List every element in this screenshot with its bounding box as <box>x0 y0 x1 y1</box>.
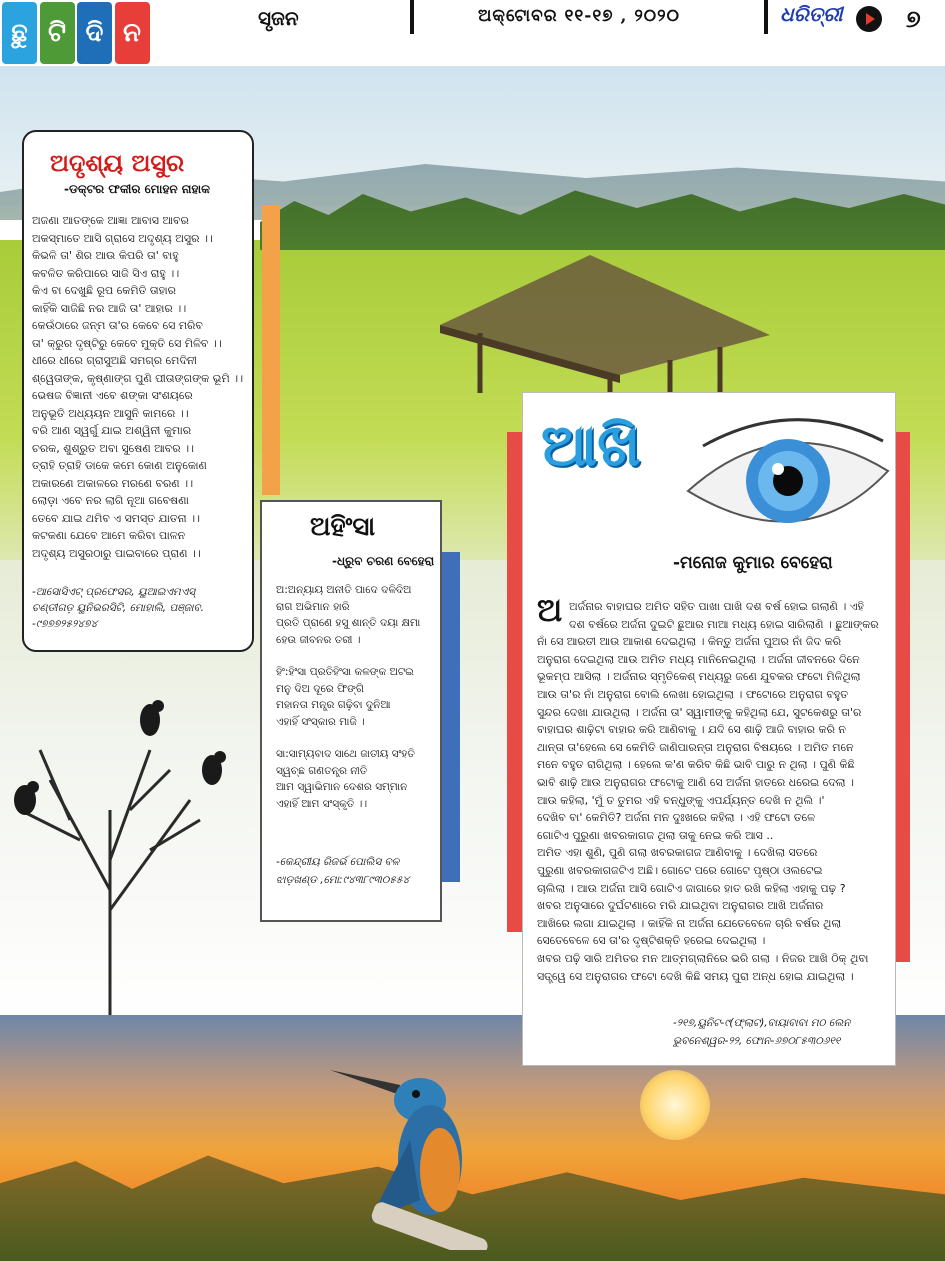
poem-line: ହେଉ ଜୀବନର ତରୀ । <box>276 633 361 646</box>
story-line: ଭାବି ଶାଢ଼ି ଆଉ ଅନୁରାଗର ଫଟୋକୁ ଆଣି ସେ ଅର୍ଜନା ହାତରେ ଧରେଇ ଦେଲା । <box>537 776 854 789</box>
poem-non-violence <box>260 500 442 922</box>
story-line: ଆଉ କହିଲା, 'ମୁଁ ତ ତୁମର ଏହି ବନ୍ଧୁଙ୍କୁ ଏପର୍ଯ୍ୟନ୍ତ ଦେଖି ନ ଥିଲି ।' <box>537 793 825 807</box>
poem-line: ଚରକ, ଶୁଶ୍ରୁତ ଅବା ସୁଷେଣ ଆବର ।। <box>32 441 195 455</box>
story-line: ନାଁ ସେ ଆରତୀ ଆଉ ଆକାଶ ଦେଇଥିଲା । କିନ୍ତୁ ଅର୍ଜନା ପୁଅର ନାଁ ଜିଦ କରି <box>537 635 842 649</box>
poem-line: ଧୀରେ ଧୀରେ ଗ୍ରାସୁଅଛି ସମଗ୍ର ମେଦିନୀ <box>32 354 197 367</box>
poem-footer-line: ଚଣ୍ଡୀଗଡ଼ ୟୁନିଭରସିଟି, ମୋହାଲି, ପଞ୍ଜାବ. <box>32 602 204 614</box>
poem-line: ମନୁ ଦିଅ ଦୂରେ ଫିଙ୍ଗି <box>276 682 364 695</box>
poem-footer-line: -କେନ୍ଦ୍ରୀୟ ରିଜର୍ଭ ପୋଲିସ ବଳ <box>276 856 400 868</box>
story-title: ଆଖି <box>541 411 641 479</box>
page-header <box>0 0 945 66</box>
orange-accent-bar <box>262 205 280 495</box>
sun <box>640 1070 710 1140</box>
story-line: ଗୋଟିଏ ପୁରୁଣା ଖବରକାଗଜ ଥିଲା ତାକୁ ନେଇ କରି ଆସ .. <box>537 828 774 842</box>
story-line: ଥାନ୍ତା ତା'ହେଲେ ସେ କେମିତି ଜାଣିପାରନ୍ତା ଅନୁରାଗ ବିଷୟରେ । ଅମିତ ମନେ <box>537 740 854 754</box>
poem-line: ବରି ଆଣ ସ୍ୱର୍ଗୁ ଯାଇ ଅଶ୍ୱିନୀ କୁମାର <box>32 424 192 437</box>
poem-line: କାହିଁକି ସାଜିଛି ନର ଆଜି ତା' ଆହାର ।। <box>32 301 187 315</box>
story-line: ଅର୍ଜନାର ବାହାଘର ଅମିତ ସହିତ ପାଖା ପାଖି ଦଶ ବର୍ଷ ହୋଇ ଗଲାଣି । ଏହି <box>569 600 864 613</box>
poem-line: ମହାନତା ମନ୍ତ୍ର ଗଢ଼ିବା ଦୁନିଆ <box>276 699 391 711</box>
poem-author: -ଡକ୍ଟର ଫକୀର ମୋହନ ନାହାକ <box>64 182 211 196</box>
story-footer-line: -୨୧୭,ୟୁନିଟ-୯(ଫ୍ଲାଟ),ବାୟାବାବା ମଠ ଲେନ <box>673 1017 851 1029</box>
story-line: ସତ୍ତ୍ୱେ ସେ ଅନୁରାଗର ଫଟୋ ଦେଖି କିଛି ସମୟ ପୁରା ଅନ୍ଧ ହୋଇ ଯାଇଥିଲା । <box>537 969 854 983</box>
poem-line: ରାଗ ଅଭିମାନ ହାରି <box>276 600 350 613</box>
story-line: ଆଉ ତା'ର ନାଁ ଅନୁରାଗ ବୋଲି ଲେଖା ହୋଇଥିଲା । ଫଟୋରେ ଅନୁରାଗ ବହୁତ <box>537 688 849 701</box>
poem-line: କେଉଁଠାରେ ଜନ୍ମ ତା'ର କେବେ ସେ ମରିବ <box>32 319 203 332</box>
kingfisher-bird <box>330 1050 490 1250</box>
story-line: ଅମିତ ଏହା ଶୁଣି, ପୁଣି ଗଲା ଖବରକାଗଜ ଆଣିବାକୁ । ଦେଖିଲା ସତରେ <box>537 846 818 860</box>
drop-cap: ଅ <box>537 591 563 629</box>
poem-title: ଅହିଂସା <box>310 512 376 542</box>
poem-line: ଅଦୃଶ୍ୟ ଅସୁରଠାରୁ ପାଇବାରେ ପ୍ରାଣ ।। <box>32 546 201 560</box>
poem-author: -ଧ୍ରୁବ ଚରଣ ବେହେରା <box>332 554 435 568</box>
poem-line: ଏହାହିଁ ସଂସ୍କାର ମାଜି । <box>276 715 365 728</box>
story-line: ଭୂକମ୍ପ ଆସିଲା । ଅର୍ଜନାର ସ୍ମୃତିକେଶ୍ ମଧ୍ୟରୁ ଜଣେ ଯୁବକର ଫଟୋ ମିଳିଥିଲା <box>537 670 861 684</box>
story-footer-line: ଭୁବନେଶ୍ୱର-୨୨, ଫୋନ-୬୭୦୮୫୩୦୬୧୧ <box>673 1035 841 1047</box>
poem-line: ଅକାରଣେ ଅକାଳରେ ମରଣେ ବରଣ ।। <box>32 476 194 490</box>
poem-line: କିଏ ବା ଦେଖୁଛି ରୂପ କେମିତି ତାହାର <box>32 284 176 297</box>
header-divider <box>410 0 414 34</box>
poem-line: ଅକସ୍ମାତେ ଆସି ଗ୍ରାସେ ଅଦୃଶ୍ୟ ଅସୁର ।। <box>32 231 213 245</box>
story-line: ବାହାଘର ଶାଢ଼ିଟା ବାହାର କରି ଆଣିବାକୁ । ଯଦି ସେ ଶାଢ଼ି ଆଜି ବାହାର କରି ନ <box>537 723 846 737</box>
story-line: ଖବର ପଢ଼ି ସାରି ଅମିତର ମନ ଆତ୍ମଗ୍ଲାନିରେ ଭରି ଗଲା । ନିଜର ଆଖି ଠିକ୍ ଥିବା <box>537 952 869 965</box>
poem-line: ହିଂ:ହିଂସା ପ୍ରତିହିଂସା କଳଙ୍କ ଅଟଇ <box>276 666 414 678</box>
page-number: ୭ <box>906 4 921 33</box>
poem-line: ଭେଷଜ ବିଜ୍ଞାନୀ ଏବେ ଶଙ୍କା ସଂଶୟରେ <box>32 389 193 402</box>
section-title: ସୃଜନ <box>258 6 299 30</box>
poem-line: ତା' କ୍ରୁର ଦୃଷ୍ଟିରୁ କେବେ ମୁକ୍ତି ସେ ମିଳିବ ।। <box>32 336 222 350</box>
story-line: ଆଖିରେ ଲଗା ଯାଇଥିଲା । କାହିଁକି ନା ଅର୍ଜନା ଯେତେବେଳେ ଚାରି ବର୍ଷର ଥିଲା <box>537 916 842 930</box>
poem-line: କଟକଣା ଯେବେ ଆମେ କରିବା ପାଳନ <box>32 529 186 542</box>
brand-tile: ନ <box>115 2 150 64</box>
story-line: ସେତେବେଳେ ସେ ତା'ର ଦୃଷ୍ଟିଶକ୍ତି ହରେଇ ଦେଇଥିଲା । <box>537 934 766 948</box>
eye-illustration <box>683 411 893 561</box>
poem-line: କବଳିତ କରିପାରେ ସାଜି ସିଏ ରାହୁ ।। <box>32 266 180 280</box>
header-divider <box>764 0 768 34</box>
poem-footer-line: ଝାଡ଼ଖଣ୍ଡ ,ମୋ:୯୪୩୮୯୩୦୫୫୪ <box>276 874 410 886</box>
story-line: ଚାଲିଲା । ଆଉ ଅର୍ଜନା ଆସି ଗୋଟିଏ ଜାଗାରେ ହାତ ରଖି କହିଲା ଏହାକୁ ପଢ଼ ? <box>537 881 846 895</box>
poem-footer-line: -୯୭୭୭୨୫୨୪୭୪ <box>32 618 98 630</box>
story-line: ଦଶ ବର୍ଷରେ ଅର୍ଜନା ଦୁଇଟି ଛୁଆର ମାଆ ମଧ୍ୟ ହୋଇ ସାରିଲାଣି । ଛୁଆଙ୍କର <box>569 617 879 631</box>
poem-footer-line: -ଆସୋସିଏଟ୍ ପ୍ରଫେସର, ୟୁଆଇଏମଏସ୍ <box>32 586 195 598</box>
brand-tile: ଦି <box>77 2 112 64</box>
story-eye <box>522 392 896 1066</box>
poem-line: ଅଜଣା ଆତଙ୍କେ ଆଜ୍ଞା ଆବାସ ଆବର <box>32 214 189 227</box>
hut-illustration <box>420 255 780 395</box>
issue-date: ଅକ୍ଟୋବର ୧୧-୧୭ , ୨୦୨୦ <box>478 6 680 26</box>
poem-line: ଆମ ସ୍ୱାଭିମାନ ଦେଶର ସମ୍ମାନ <box>276 781 408 793</box>
poem-line: ଅନୁଭୂତି ଅଧ୍ୟୟନ ଆସୁନି କାମରେ ।। <box>32 406 189 420</box>
poem-invisible-demon <box>22 130 254 652</box>
poem-line: ଲୋଡ଼ା ଏବେ ନର ଲାଗି ନୂଆ ଗବେଷଣା <box>32 494 189 507</box>
newspaper-logo: ଧରିତ୍ରୀ <box>780 2 843 26</box>
poem-line: ପ୍ରତି ପ୍ରାଣେ ହସୁ ଶାନ୍ତି ଦୟା କ୍ଷମା <box>276 617 421 629</box>
poem-line: ଶ୍ୱେତାଙ୍କ, କୃଷ୍ଣାଙ୍ଗ ପୁଣି ପୀତାଙ୍ଗଙ୍କ ଭୂମି ।। <box>32 371 244 385</box>
story-line: ଖବର ଅନୁସାରେ ଦୁର୍ଘଟଣାରେ ମରି ଯାଇଥିବା ଅନୁରାଗର ଆଖି ଅର୍ଜନାର <box>537 899 824 913</box>
poem-line: ତେବେ ଯାଇ ଥମିବ ଏ ସମସ୍ତ ଯାତନା ।। <box>32 511 200 525</box>
poem-line: ତ୍ରାହି ତ୍ରାହି ଡାକେ କମେ କୋଣ ଅନୁକୋଣ <box>32 459 207 472</box>
story-author: -ମନୋଜ କୁମାର ବେହେରା <box>673 553 833 573</box>
poem-line: ଅ:ଅନ୍ୟାୟ ଅନୀତି ପାଦେ ଦଳିଦିଅ <box>276 584 412 596</box>
story-line: ଅନୁରାଗ ଦେଇଥିଲା ଆଉ ଅମିତ ମଧ୍ୟ ମାନିନେଇଥିଲା । ଅର୍ଜନା ଜୀବନରେ ଦିନେ <box>537 652 860 666</box>
brand-tile: ଛୁ <box>2 2 37 64</box>
story-line: ମନେ ବହୁତ ରାଗିଥିଲା । ହେଲେ କ'ଣ କରିବ କିଛି ଭାବି ପାରୁ ନ ଥିଲା । ପୁଣି କିଛି <box>537 758 855 772</box>
play-icon <box>856 6 882 32</box>
story-line: ସୁନ୍ଦର ଦେଖା ଯାଉଥିଲା । ଅର୍ଜନା ତା' ସ୍ୱାମୀଙ୍କୁ କହିଥିଲା ଯେ, ସୁଟକେଶରୁ ତା'ର <box>537 705 862 719</box>
poem-line: ଏହାହିଁ ଆମ ସଂସ୍କୃତି ।। <box>276 797 368 810</box>
story-line: ପୁରୁଣା ଖବରକାଗଜଟିଏ ଅଛି। ଗୋଟେ ପରେ ଗୋଟେ ପୃଷ୍ଠା ଓଲଟେଇ <box>537 864 823 877</box>
bare-tree-with-crows <box>0 690 260 1030</box>
brand-tile: ଟି <box>40 2 75 64</box>
red-accent-bar-left <box>507 432 523 932</box>
poem-line: କିଭଳି ତା' ଶିର ଆଉ କିପରି ତା' ବାହୁ <box>32 249 179 262</box>
story-line: ଦେଖିବ ବା' କେମିତି? ଅର୍ଜନା ମନ ଦୁଃଖରେ କହିଲା । ଏହି ଫଟୋ ତଳେ <box>537 811 816 825</box>
red-accent-bar-right <box>894 432 910 962</box>
poem-title: ଅଦୃଶ୍ୟ ଅସୁର <box>50 148 185 177</box>
poem-line: ସ୍ୱଚ୍ଛ ଗଣତନ୍ତ୍ର ନୀତି <box>276 764 368 777</box>
poem-line: ସା:ସାମ୍ୟବାଦ ସାଥେ ଜାତୀୟ ସଂହତି <box>276 748 415 760</box>
